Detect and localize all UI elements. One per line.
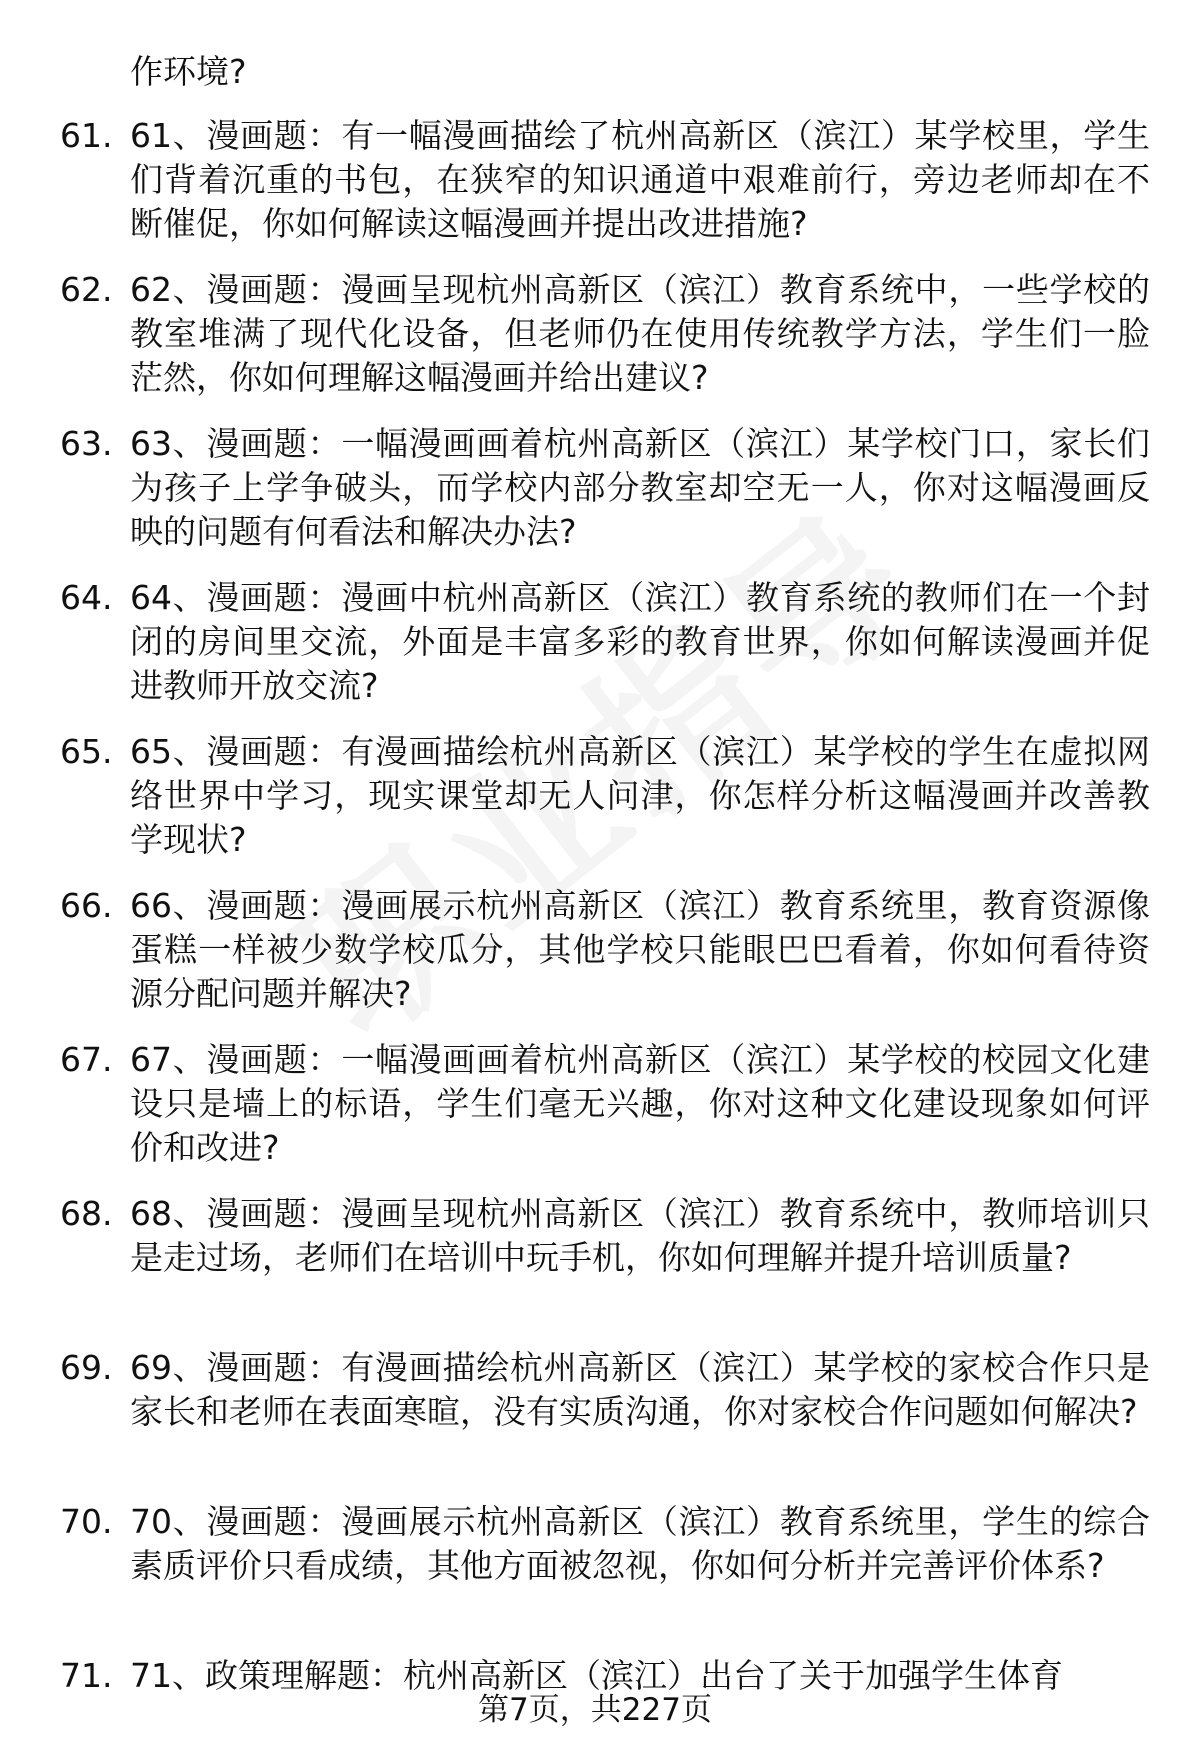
question-item-63: [0, 422, 1190, 554]
question-number: 71.: [60, 1656, 113, 1695]
question-item-70: [0, 1500, 1190, 1632]
question-text: 67、漫画题：一幅漫画画着杭州高新区（滨江）某学校的校园文化建设只是墙上的标语，学生们毫无兴趣，你对这种文化建设现象如何评价和改进?: [130, 1040, 1150, 1167]
question-number: 66.: [60, 886, 113, 925]
question-item-69: [0, 1346, 1190, 1478]
document-body: [0, 50, 1190, 1698]
question-text: 70、漫画题：漫画展示杭州高新区（滨江）教育系统里，学生的综合素质评价只看成绩，其他方面被忽视，你如何分析并完善评价体系?: [130, 1502, 1150, 1585]
question-number: 64.: [60, 578, 113, 617]
question-item-68: [0, 1192, 1190, 1324]
question-number: 62.: [60, 270, 113, 309]
question-item-65: [0, 730, 1190, 862]
question-text: 66、漫画题：漫画展示杭州高新区（滨江）教育系统里，教育资源像蛋糕一样被少数学校瓜分，其他学校只能眼巴巴看着，你如何看待资源分配问题并解决?: [130, 886, 1150, 1013]
question-text: 63、漫画题：一幅漫画画着杭州高新区（滨江）某学校门口，家长们为孩子上学争破头，而学校内部分教室却空无一人，你对这幅漫画反映的问题有何看法和解决办法?: [130, 424, 1150, 551]
question-item-67: [0, 1038, 1190, 1170]
question-number: 68.: [60, 1194, 113, 1233]
question-number: 61.: [60, 116, 113, 155]
question-item-66: [0, 884, 1190, 1016]
question-list: [0, 114, 1190, 1698]
question-text: 61、漫画题：有一幅漫画描绘了杭州高新区（滨江）某学校里，学生们背着沉重的书包，在狭窄的知识通道中艰难前行，旁边老师却在不断催促，你如何解读这幅漫画并提出改进措施?: [130, 116, 1150, 243]
question-text: 62、漫画题：漫画呈现杭州高新区（滨江）教育系统中，一些学校的教室堆满了现代化设备，但老师仍在使用传统教学方法，学生们一脸茫然，你如何理解这幅漫画并给出建议?: [130, 270, 1150, 397]
question-number: 69.: [60, 1348, 113, 1387]
question-number: 67.: [60, 1040, 113, 1079]
question-number: 70.: [60, 1502, 113, 1541]
question-text: 68、漫画题：漫画呈现杭州高新区（滨江）教育系统中，教师培训只是走过场，老师们在培训中玩手机，你如何理解并提升培训质量?: [130, 1194, 1150, 1277]
continuation-text: 作环境?: [130, 52, 247, 91]
question-item-62: [0, 268, 1190, 400]
page-footer: 第7页，共227页: [478, 1692, 712, 1728]
question-item-61: [0, 114, 1190, 246]
question-text: 64、漫画题：漫画中杭州高新区（滨江）教育系统的教师们在一个封闭的房间里交流，外面是丰富多彩的教育世界，你如何解读漫画并促进教师开放交流?: [130, 578, 1150, 705]
question-number: 65.: [60, 732, 113, 771]
question-text: 69、漫画题：有漫画描绘杭州高新区（滨江）某学校的家校合作只是家长和老师在表面寒暄，没有实质沟通，你对家校合作问题如何解决?: [130, 1348, 1150, 1431]
question-number: 63.: [60, 424, 113, 463]
question-text: 65、漫画题：有漫画描绘杭州高新区（滨江）某学校的学生在虚拟网络世界中学习，现实课堂却无人问津，你怎样分析这幅漫画并改善教学现状?: [130, 732, 1150, 859]
question-item-64: [0, 576, 1190, 708]
question-text: 71、政策理解题：杭州高新区（滨江）出台了关于加强学生体育: [130, 1656, 1063, 1695]
